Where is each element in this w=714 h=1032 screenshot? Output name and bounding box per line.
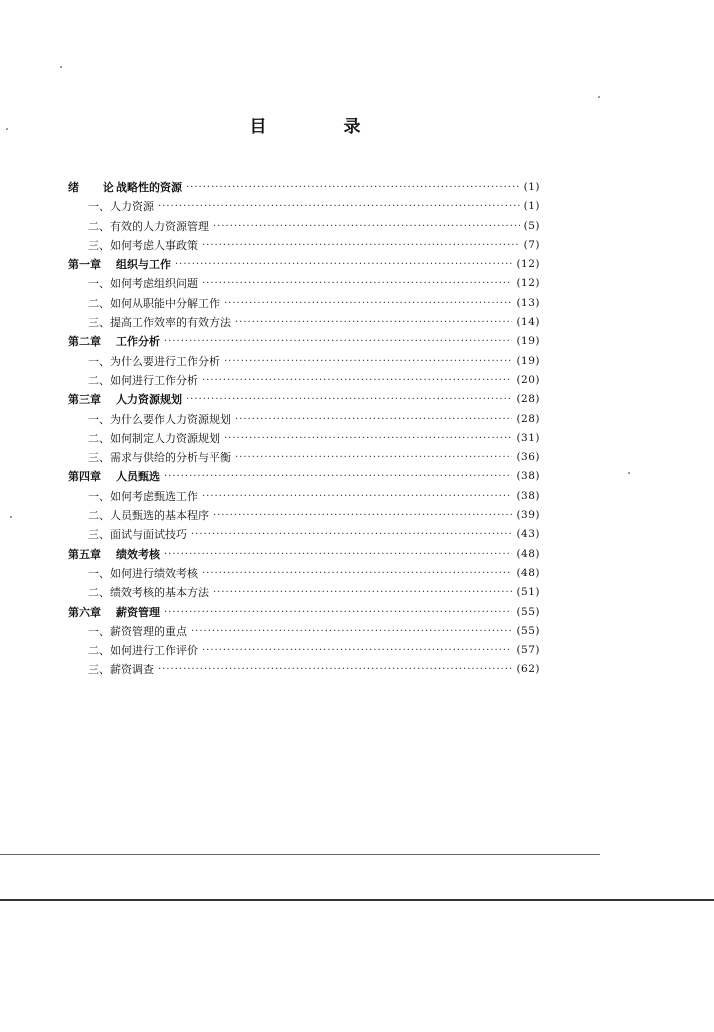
page-title: 目 录 xyxy=(249,117,391,137)
toc-heading xyxy=(68,217,209,236)
page-number: (48) xyxy=(516,547,540,560)
toc-heading xyxy=(68,660,154,679)
section-title: 二、有效的人力资源管理 xyxy=(88,219,209,233)
chapter-title: 绩效考核 xyxy=(116,547,160,561)
chapter-label: 第五章 xyxy=(68,547,101,561)
toc-section-row xyxy=(68,487,540,506)
dot-leader xyxy=(235,313,512,332)
page-number: (55) xyxy=(516,624,540,637)
toc-heading xyxy=(68,294,220,313)
dot-leader xyxy=(224,429,512,448)
toc-section-row xyxy=(68,506,540,525)
toc-heading xyxy=(68,506,209,525)
dot-leader xyxy=(164,332,512,351)
chapter-title: 工作分析 xyxy=(116,335,160,349)
toc-heading xyxy=(68,467,160,486)
toc-heading xyxy=(68,178,182,197)
dot-leader xyxy=(202,274,512,293)
dot-leader xyxy=(202,564,512,583)
toc-heading xyxy=(68,525,187,544)
page-number: (12) xyxy=(516,277,540,290)
toc-heading xyxy=(68,197,154,216)
dot-leader xyxy=(164,467,512,486)
chapter-label: 第六章 xyxy=(68,605,101,619)
page-number: (14) xyxy=(516,316,540,329)
dot-leader xyxy=(224,294,512,313)
toc-heading xyxy=(68,236,198,255)
page-number: (12) xyxy=(516,258,540,271)
section-title: 二、绩效考核的基本方法 xyxy=(88,586,209,600)
section-title: 一、如何进行绩效考核 xyxy=(88,566,198,580)
page-number: (1) xyxy=(523,181,540,193)
dot-leader xyxy=(202,641,512,660)
page-number: (38) xyxy=(516,489,540,502)
toc-heading xyxy=(68,371,198,390)
toc-section-row xyxy=(68,583,540,602)
chapter-title: 人力资源规划 xyxy=(116,393,182,407)
page-number: (31) xyxy=(516,431,540,444)
scan-speck xyxy=(628,472,630,474)
toc-section-row xyxy=(68,217,540,236)
page-number: (7) xyxy=(523,238,540,251)
chapter-title: 组织与工作 xyxy=(116,258,171,272)
dot-leader xyxy=(158,197,520,216)
dot-leader xyxy=(158,660,512,679)
dot-leader xyxy=(213,583,512,602)
chapter-title: 战略性的资源 xyxy=(116,181,182,194)
dot-leader xyxy=(213,217,520,236)
dot-leader xyxy=(235,410,512,429)
toc-heading xyxy=(68,564,198,583)
page-number: (13) xyxy=(516,296,540,309)
scan-divider-line xyxy=(0,854,600,855)
toc-heading xyxy=(68,274,198,293)
toc-section-row xyxy=(68,274,540,293)
toc-heading xyxy=(68,487,198,506)
toc-chapter-row xyxy=(68,255,540,274)
toc-heading xyxy=(68,255,171,274)
toc-section-row xyxy=(68,197,540,216)
page-number: (55) xyxy=(516,605,540,618)
toc-section-row xyxy=(68,429,540,448)
chapter-label: 第二章 xyxy=(68,335,101,349)
page-number: (36) xyxy=(516,451,540,464)
toc-chapter-row xyxy=(68,467,540,486)
toc-section-row xyxy=(68,352,540,371)
toc-section-row xyxy=(68,448,540,467)
toc-heading xyxy=(68,603,160,622)
dot-leader xyxy=(202,371,512,390)
page-number: (38) xyxy=(516,470,540,483)
section-title: 二、如何制定人力资源规划 xyxy=(88,431,220,445)
page-number: (20) xyxy=(516,373,540,386)
page-number: (43) xyxy=(516,528,540,541)
dot-leader xyxy=(202,487,512,506)
toc-section-row xyxy=(68,660,540,679)
scan-speck xyxy=(60,66,62,68)
toc-chapter-row xyxy=(68,545,540,564)
scan-speck xyxy=(10,516,12,518)
toc-chapter-row xyxy=(68,332,540,351)
toc-section-row xyxy=(68,236,540,255)
toc-heading xyxy=(68,429,220,448)
page-number: (28) xyxy=(516,412,540,425)
dot-leader xyxy=(224,352,512,371)
section-title: 三、如何考虑人事政策 xyxy=(88,238,198,252)
section-title: 三、提高工作效率的有效方法 xyxy=(88,316,231,330)
scan-speck xyxy=(598,96,600,98)
toc-section-row xyxy=(68,525,540,544)
dot-leader xyxy=(191,525,512,544)
page-number: (19) xyxy=(516,354,540,367)
toc-heading xyxy=(68,410,231,429)
chapter-label: 第三章 xyxy=(68,393,101,407)
chapter-label: 第一章 xyxy=(68,258,101,272)
section-title: 三、面试与面试技巧 xyxy=(88,528,187,542)
section-title: 一、人力资源 xyxy=(88,200,154,214)
toc-section-row xyxy=(68,410,540,429)
page-number: (51) xyxy=(516,586,540,599)
section-title: 二、如何从职能中分解工作 xyxy=(88,296,220,310)
section-title: 二、人员甄选的基本程序 xyxy=(88,509,209,523)
toc-heading xyxy=(68,583,209,602)
dot-leader xyxy=(164,545,512,564)
page-number: (48) xyxy=(516,566,540,579)
toc-heading xyxy=(68,332,160,351)
section-title: 一、为什么要作人力资源规划 xyxy=(88,412,231,426)
section-title: 三、薪资调查 xyxy=(88,663,154,677)
section-title: 一、为什么要进行工作分析 xyxy=(88,354,220,368)
toc-heading xyxy=(68,641,198,660)
page-number: (57) xyxy=(516,644,540,657)
toc-heading xyxy=(68,448,231,467)
toc-chapter-row xyxy=(68,603,540,622)
section-title: 三、需求与供给的分析与平衡 xyxy=(88,451,231,465)
toc-section-row xyxy=(68,641,540,660)
dot-leader xyxy=(175,255,512,274)
page-bottom-rule xyxy=(0,899,714,901)
toc-section-row xyxy=(68,564,540,583)
page-number: (62) xyxy=(516,663,540,676)
page-number: (39) xyxy=(516,509,540,522)
page-number: (19) xyxy=(516,335,540,348)
dot-leader xyxy=(191,622,512,641)
dot-leader xyxy=(186,178,520,197)
toc-section-row xyxy=(68,622,540,641)
toc-heading xyxy=(68,545,160,564)
scan-speck xyxy=(6,128,8,130)
toc-chapter-row xyxy=(68,178,540,197)
page-number: (1) xyxy=(523,200,540,213)
section-title: 二、如何进行工作分析 xyxy=(88,373,198,387)
chapter-label: 第四章 xyxy=(68,470,101,484)
toc-heading xyxy=(68,622,187,641)
toc-section-row xyxy=(68,371,540,390)
section-title: 一、如何考虑甄选工作 xyxy=(88,489,198,503)
table-of-contents xyxy=(68,178,540,680)
toc-section-row xyxy=(68,294,540,313)
section-title: 一、如何考虑组织问题 xyxy=(88,277,198,291)
dot-leader xyxy=(235,448,512,467)
chapter-title: 薪资管理 xyxy=(116,605,160,619)
toc-heading xyxy=(68,390,182,409)
chapter-title: 人员甄选 xyxy=(116,470,160,484)
page-number: (28) xyxy=(516,393,540,406)
toc-heading xyxy=(68,352,220,371)
dot-leader xyxy=(186,390,512,409)
dot-leader xyxy=(164,603,512,622)
section-title: 一、薪资管理的重点 xyxy=(88,624,187,638)
section-title: 二、如何进行工作评价 xyxy=(88,644,198,658)
chapter-label: 绪 论 xyxy=(68,181,124,194)
toc-heading xyxy=(68,313,231,332)
toc-chapter-row xyxy=(68,390,540,409)
dot-leader xyxy=(202,236,520,255)
toc-section-row xyxy=(68,313,540,332)
dot-leader xyxy=(213,506,512,525)
page-number: (5) xyxy=(523,219,540,232)
